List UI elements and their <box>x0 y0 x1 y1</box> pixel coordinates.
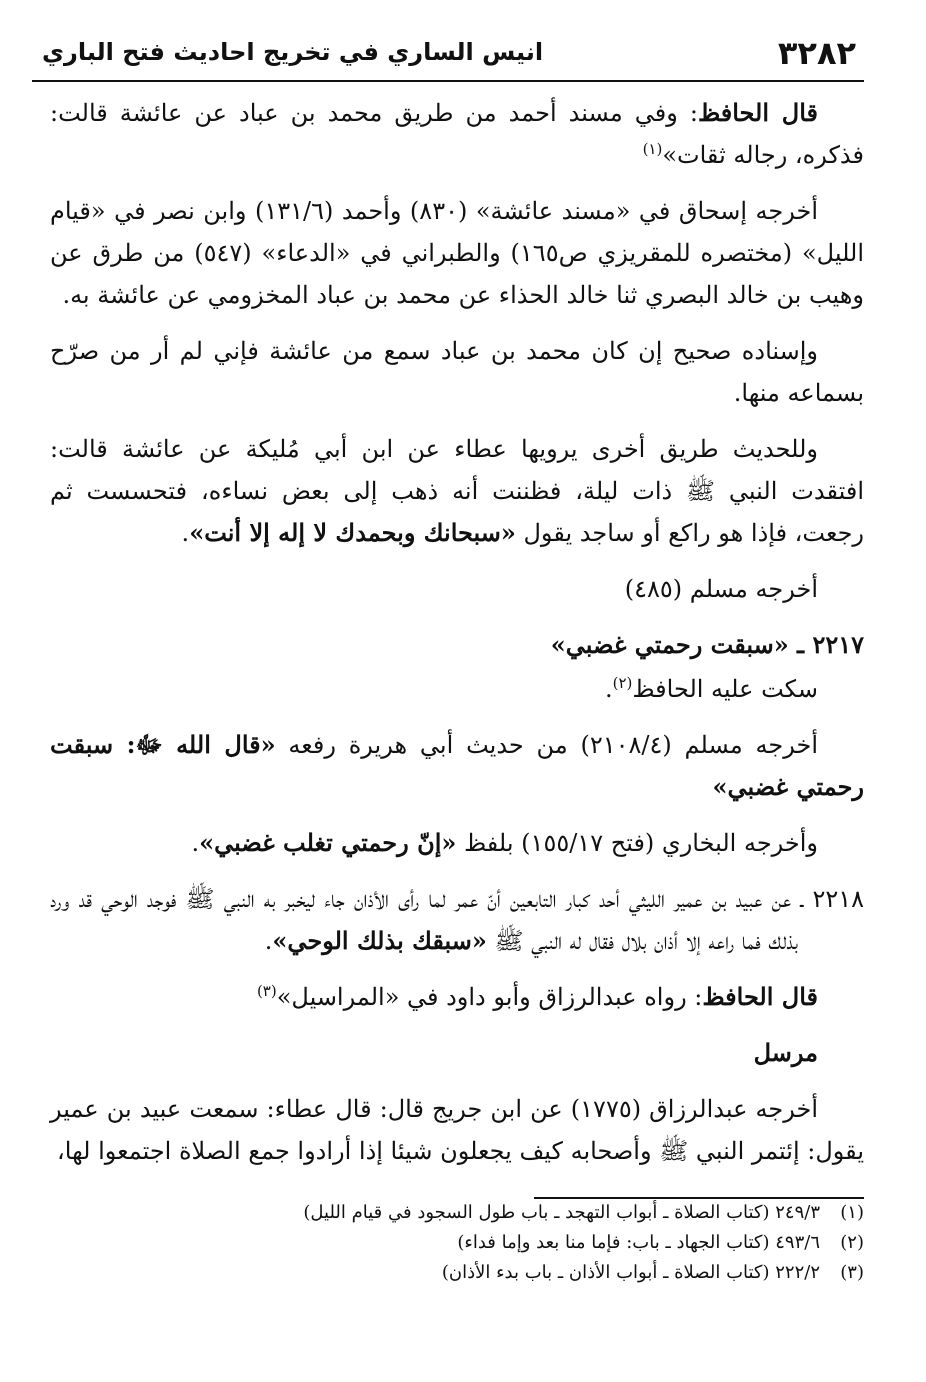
hafiz-label: قال الحافظ <box>702 982 818 1011</box>
paragraph-text: أخرجه مسلم (٢١٠٨/٤) من حديث أبي هريرة رفعه <box>275 731 818 759</box>
page-number: ٣٢٨٢ <box>777 34 856 72</box>
page-header <box>32 30 864 82</box>
hadith-quote: «سبحانك وبحمدك لا إله إلا أنت» <box>189 518 516 547</box>
paragraph-hafiz-statement <box>50 92 864 176</box>
footnote-ref: (١) <box>642 140 663 158</box>
paragraph-text: ٢٢١٨ ـ عن عبيد بن عمير الليثي أحد كبار التابعين أنّ عمر لما رأى الأذان جاء ليخبر به النبي ﷺ فوجد الوحي قد ورد بذلك فما راعه إلا أذان بلال فقال له النبي ﷺ <box>50 885 864 955</box>
punctuation: . <box>264 927 273 955</box>
paragraph-muslim: أخرجه مسلم (٤٨٥) <box>624 575 818 603</box>
punctuation: . <box>181 519 190 547</box>
paragraph-abdurrazzaq: أخرجه عبدالرزاق (١٧٧٥) عن ابن جريج قال: قال عطاء: سمعت عبيد بن عمير يقول: إئتمر النبي ﷺ وأصحابه كيف يجعلون شيئا إذا أرادوا جمع الصلاة اجتمعوا لها، <box>50 1095 864 1165</box>
paragraph-text: وللحديث طريق أخرى يرويها عطاء عن ابن أبي مُليكة عن عائشة قالت: افتقدت النبي ﷺ ذات ليلة، فظننت أنه ذهب إلى بعض نساءه، فتحسست ثم رجعت، فإذا هو راكع أو ساجد يقول <box>50 435 864 547</box>
hadith-quote: «إنّ رحمتي تغلب غضبي» <box>199 828 457 857</box>
paragraph-text: وأخرجه البخاري (فتح ١٥٥/١٧) بلفظ <box>456 829 818 857</box>
paragraph-takhrij: أخرجه إسحاق في «مسند عائشة» (٨٣٠) وأحمد (١٣١/٦) وابن نصر في «قيام الليل» (مختصره للمقريزي ص١٦٥) والطبراني في «الدعاء» (٥٤٧) من طرق عن وهيب بن خالد البصري ثنا خالد الحذاء عن محمد بن عباد المخزومي عن عائشة به. <box>50 197 865 309</box>
paragraph-bukhari <box>50 822 864 864</box>
footnote-number: (٣) <box>840 1262 864 1283</box>
footnote-3 <box>60 1258 864 1288</box>
punctuation: . <box>191 829 200 857</box>
footnotes <box>60 1198 864 1288</box>
footnote-text: ٤٩٣/٦ (كتاب الجهاد ـ باب: فإما منا بعد وإما فداء) <box>457 1232 820 1253</box>
paragraph-muslim-abu-hurayra <box>50 724 864 808</box>
footnote-text: ٢٤٩/٣ (كتاب الصلاة ـ أبواب التهجد ـ باب طول السجود في قيام الليل) <box>303 1202 820 1223</box>
footnote-2 <box>60 1228 864 1258</box>
page-body <box>50 92 864 1186</box>
hadith-quote: «قال الله ﷻ: سبقت رحمتي غضبي» <box>50 730 864 801</box>
verdict-mursal: مرسل <box>753 1038 818 1067</box>
paragraph-text: سكت عليه الحافظ <box>632 675 818 703</box>
paragraph-isnad: وإسناده صحيح إن كان محمد بن عباد سمع من عائشة فإني لم أر من صرّح بسماعه منها. <box>50 337 864 407</box>
footnote-1 <box>60 1198 864 1228</box>
hadith-heading-2217: ٢٢١٧ ـ «سبقت رحمتي غضبي» <box>550 630 864 659</box>
paragraph-text: : رواه عبدالرزاق وأبو داود في «المراسيل» <box>276 983 703 1011</box>
running-title: انيس الساري في تخريج احاديث فتح الباري <box>42 38 544 66</box>
hafiz-label: قال الحافظ <box>697 98 819 127</box>
footnote-ref: (٣) <box>256 982 277 1000</box>
hadith-2218 <box>50 878 864 962</box>
paragraph-other-route <box>50 428 864 554</box>
paragraph-hafiz-riwaya <box>50 976 864 1018</box>
hadith-quote: «سبقك بذلك الوحي» <box>272 926 487 955</box>
paragraph-silence-note <box>50 668 864 710</box>
footnote-ref: (٢) <box>612 674 633 692</box>
footnote-number: (٢) <box>840 1232 864 1253</box>
footnote-text: ٢٢٢/٢ (كتاب الصلاة ـ أبواب الأذان ـ باب بدء الأذان) <box>441 1262 820 1283</box>
punctuation: . <box>604 675 613 703</box>
footnote-number: (١) <box>840 1202 864 1223</box>
paragraph-text: : وفي مسند أحمد من طريق محمد بن عباد عن عائشة قالت: فذكره، رجاله ثقات» <box>50 99 864 169</box>
